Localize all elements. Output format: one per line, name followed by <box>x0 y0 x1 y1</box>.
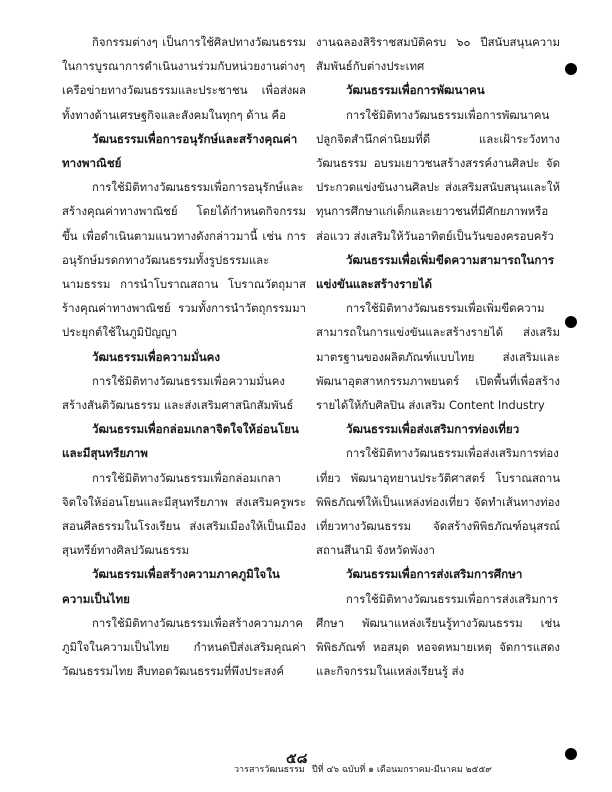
binder-hole-top <box>565 63 577 75</box>
paragraph: การใช้มิติทางวัฒนธรรมเพื่อความมั่นคงสร้างสันติวัฒนธรรม และส่งเสริมศาสนิกสัมพันธ์ <box>62 373 294 413</box>
section-heading: วัฒนธรรมเพื่อความมั่นคง <box>92 349 221 364</box>
paragraph: การใช้มิติทางวัฒนธรรมเพื่อเพิ่มขีดความสามารถในการแข่งขันและสร้างรายได้ ส่งเสริมมาตรฐานของผลิตภัณฑ์แบบไทย ส่งเสริมและพัฒนาอุตสาหกรรมภาพยนตร์ เปิดพื้นที่เพื่อสร้างรายได้ให้กับศิลปิน ส่งเสริม Content Industry <box>316 301 560 413</box>
paragraph: งานฉลองสิริราชสมบัติครบ ๖๐ ปีสนับสนุนความสัมพันธ์กับต่างประเทศ <box>316 35 560 74</box>
section-heading: วัฒนธรรมเพื่อส่งเสริมการท่องเที่ยว <box>346 422 520 437</box>
paragraph: การใช้มิติทางวัฒนธรรมเพื่อการอนุรักษ์และสร้างคุณค่าทางพาณิชย์ โดยได้กำหนดกิจกรรมขึ้น เพื่อดำเนินตามแนวทางดังกล่าวมานี้ เช่น การอนุรักษ์มรดกทางวัฒนธรรมทั้งรูปธรรมและนามธรรม การนำโบราณสถาน โบราณวัตถุมาสร้างคุณค่าทางพาณิชย์ รวมทั้งการนำวัตถุกรรมมาประยุกต์ใช้ในภูมิปัญญา <box>62 180 306 340</box>
section-heading: วัฒนธรรมเพื่อกล่อมเกลาจิตใจให้อ่อนโยนและมีสุนทรียภาพ <box>62 422 299 461</box>
left-column <box>62 30 306 683</box>
right-column <box>316 30 560 683</box>
section-heading: วัฒนธรรมเพื่อสร้างความภาคภูมิใจในความเป็นไทย <box>62 567 280 606</box>
paragraph: การใช้มิติทางวัฒนธรรมเพื่อสร้างความภาคภูมิใจในความเป็นไทย กำหนดปีส่งเสริมคุณค่าวัฒนธรรมไทย สืบทอดวัฒนธรรมที่พึงประสงค์ <box>62 615 306 679</box>
section-heading: วัฒนธรรมเพื่อการส่งเสริมการศึกษา <box>346 567 523 582</box>
page-number: ๕๘ <box>286 751 308 767</box>
section-heading: วัฒนธรรมเพื่อการพัฒนาคน <box>346 83 485 98</box>
section-heading: วัฒนธรรมเพื่อเพิ่มขีดความสามารถในการแข่งขันและสร้างรายได้ <box>316 252 555 292</box>
page-footer <box>0 748 612 778</box>
magazine-name: วารสารวัฒนธรรม <box>234 765 305 775</box>
section-heading: วัฒนธรรมเพื่อการอนุรักษ์และสร้างคุณค่าทางพาณิชย์ <box>62 131 298 171</box>
paragraph: การใช้มิติทางวัฒนธรรมเพื่อการพัฒนาคน ปลูกจิตสำนึกค่านิยมที่ดี และเฝ้าระวังทางวัฒนธรรม อบรมเยาวชนสร้างสรรค์งานศิลปะ จัดประกวดแข่งขันงานศิลปะ ส่งเสริมสนับสนุนและให้ทุนการศึกษาแก่เด็กและเยาวชนที่มีศักยภาพหรือส่อแวว ส่งเสริมให้วันอาทิตย์เป็นวันของครอบครัว <box>316 107 560 243</box>
binder-hole-middle <box>565 316 577 328</box>
paragraph: กิจกรรมต่างๆ เป็นการใช้ศิลปทางวัฒนธรรมในการบูรณาการดำเนินงานร่วมกับหน่วยงานต่างๆ เครือข่ายทางวัฒนธรรมและประชาชน เพื่อส่งผลทั้งทางด้านเศรษฐกิจและสังคมในทุกๆ ด้าน คือ <box>62 35 306 122</box>
paragraph: การใช้มิติทางวัฒนธรรมเพื่อส่งเสริมการท่องเที่ยว พัฒนาอุทยานประวัติศาสตร์ โบราณสถาน พิพิธภัณฑ์ให้เป็นแหล่งท่องเที่ยว จัดทำเส้นทางท่องเที่ยวทางวัฒนธรรม จัดสร้างพิพิธภัณฑ์อนุสรณ์สถานสึนามิ จังหวัดพังงา <box>316 446 560 558</box>
paragraph: การใช้มิติทางวัฒนธรรมเพื่อการส่งเสริมการศึกษา พัฒนาแหล่งเรียนรู้ทางวัฒนธรรม เช่น พิพิธภัณฑ์ หอสมุด หอจดหมายเหตุ จัดการแสดงและกิจกรรมในแหล่งเรียนรู้ ส่ง <box>316 591 560 679</box>
paragraph: การใช้มิติทางวัฒนธรรมเพื่อกล่อมเกลาจิตใจให้อ่อนโยนและมีสุนทรียภาพ ส่งเสริมครูพระ สอนศีลธรรมในโรงเรียน ส่งเสริมเมืองให้เป็นเมืองสุนทรีย์ทางศิลปวัฒนธรรม <box>62 470 306 558</box>
issue-info: ปีที่ ๔๖ ฉบับที่ ๑ เดือนมกราคม-มีนาคม ๒๕๕๙ <box>312 765 492 775</box>
